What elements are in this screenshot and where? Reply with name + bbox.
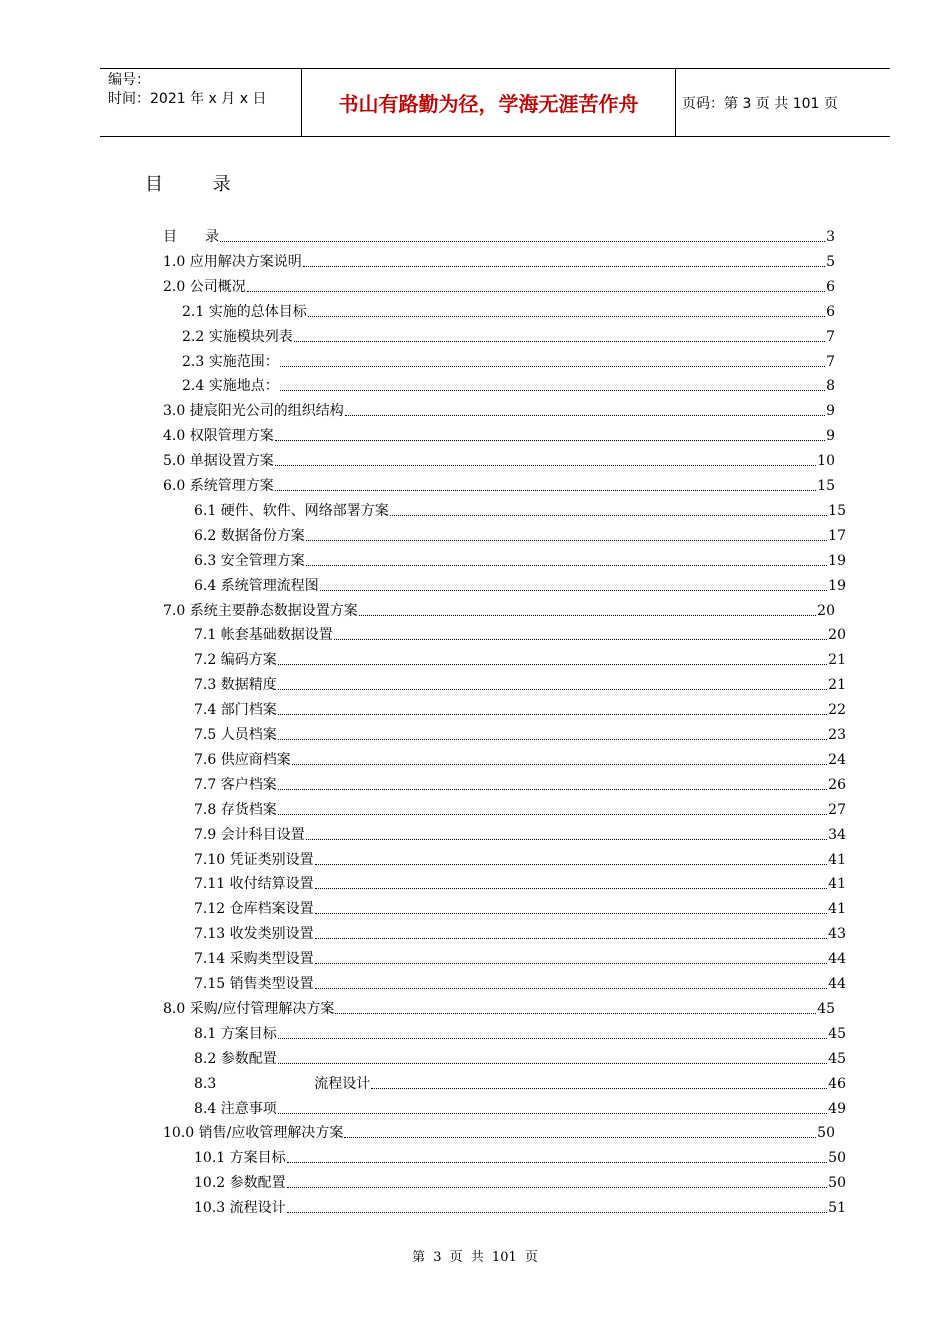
toc-entry-page: 49 (828, 1100, 846, 1117)
toc-entry[interactable] (194, 848, 846, 872)
toc-leader-dots (371, 1088, 827, 1089)
toc-entry-page: 20 (817, 602, 835, 619)
toc-entry-label: 1.0 应用解决方案说明 (163, 253, 302, 270)
toc-entry[interactable] (194, 922, 846, 946)
toc-entry-label: 10.2 参数配置 (194, 1175, 286, 1192)
serial-label: 编号： (108, 72, 150, 88)
toc-entry[interactable] (163, 399, 835, 423)
toc-leader-dots (278, 1063, 827, 1064)
time-label: 时间：2021 年 x 月 x 日 (108, 91, 267, 107)
toc-entry-label: 7.3 数据精度 (194, 677, 277, 694)
toc-entry-page: 50 (828, 1175, 846, 1192)
toc-entry[interactable] (194, 549, 846, 573)
toc-entry-label: 7.10 凭证类别设置 (194, 851, 314, 868)
toc-entry-page: 6 (826, 278, 835, 295)
toc-leader-dots (287, 1212, 828, 1213)
toc-leader-dots (306, 565, 827, 566)
toc-leader-dots (275, 440, 825, 441)
toc-entry-page: 34 (828, 826, 846, 843)
toc-entry-label: 7.0 系统主要静态数据设置方案 (163, 602, 358, 619)
toc-entry[interactable] (163, 474, 835, 498)
toc-entry[interactable] (194, 1047, 846, 1071)
toc-entry-page: 9 (826, 403, 835, 420)
toc-entry-label: 7.8 存货档案 (194, 801, 277, 818)
toc-entry[interactable] (194, 872, 846, 896)
toc-entry[interactable] (194, 798, 846, 822)
toc-leader-dots (275, 490, 816, 491)
toc-entry-label: 7.2 编码方案 (194, 652, 277, 669)
toc-entry-label: 10.3 流程设计 (194, 1200, 286, 1217)
toc-entry-label: 3.0 捷宸阳光公司的组织结构 (163, 403, 344, 420)
toc-entry-label: 2.0 公司概况 (163, 278, 246, 295)
toc-entry-page: 27 (828, 801, 846, 818)
toc-entry-label: 7.13 收发类别设置 (194, 926, 314, 943)
toc-entry-label: 7.6 供应商档案 (194, 751, 291, 768)
toc-entry-page: 15 (828, 502, 846, 519)
toc-leader-dots (390, 515, 827, 516)
toc-entry-label: 8.3 流程设计 (194, 1075, 371, 1092)
toc-entry[interactable] (182, 325, 835, 349)
toc-entry-page: 24 (828, 751, 846, 768)
toc-entry-page: 41 (828, 851, 846, 868)
toc-leader-dots (335, 1013, 816, 1014)
toc-leader-dots (306, 839, 827, 840)
toc-leader-dots (294, 341, 825, 342)
toc-entry-page: 41 (828, 876, 846, 893)
toc-leader-dots (278, 1038, 827, 1039)
toc-entry-page: 7 (826, 353, 835, 370)
toc-leader-dots (344, 1137, 816, 1138)
toc-entry-label: 7.15 销售类型设置 (194, 976, 314, 992)
toc-entry[interactable] (194, 723, 846, 747)
toc-leader-dots (315, 888, 828, 889)
toc-entry[interactable] (163, 449, 835, 473)
toc-leader-dots (278, 714, 827, 715)
toc-leader-dots (247, 291, 825, 292)
toc-entry[interactable] (194, 499, 846, 523)
toc-entry-page: 5 (826, 253, 835, 270)
toc-entry[interactable] (163, 275, 835, 299)
toc-entry-label: 7.5 人员档案 (194, 727, 277, 743)
toc-entry-label: 7.1 帐套基础数据设置 (194, 627, 333, 644)
toc-entry-label: 7.14 采购类型设置 (194, 951, 314, 968)
toc-entry-page: 15 (817, 478, 835, 494)
toc-entry-page: 21 (828, 652, 846, 669)
toc-leader-dots (320, 590, 827, 591)
toc-entry-page: 23 (828, 727, 846, 743)
toc-entry-label: 6.1 硬件、软件、网络部署方案 (194, 502, 389, 519)
toc-entry-page: 7 (826, 328, 835, 345)
toc-entry-page: 20 (828, 627, 846, 644)
toc-entry-label: 5.0 单据设置方案 (163, 453, 274, 470)
toc-leader-dots (315, 963, 828, 964)
toc-entry[interactable] (163, 250, 835, 274)
toc-leader-dots (308, 316, 825, 317)
toc-entry-page: 17 (828, 527, 846, 544)
toc-leader-dots (220, 241, 825, 242)
toc-leader-dots (280, 390, 825, 391)
toc-leader-dots (287, 1187, 828, 1188)
toc-entry-label: 7.11 收付结算设置 (194, 876, 314, 893)
toc-entry-label: 目 录 (163, 229, 219, 245)
toc-entry[interactable] (194, 823, 846, 847)
toc-entry[interactable] (194, 574, 846, 598)
toc-entry[interactable] (194, 1097, 846, 1121)
toc-leader-dots (315, 913, 828, 914)
toc-entry[interactable] (163, 997, 835, 1021)
toc-leader-dots (315, 938, 828, 939)
toc-title: 目 录 (145, 174, 253, 195)
toc-leader-dots (278, 664, 827, 665)
toc-entry[interactable] (194, 1072, 846, 1096)
toc-entry-label: 8.4 注意事项 (194, 1100, 277, 1117)
toc-entry[interactable] (194, 673, 846, 697)
header-motto: 书山有路勤为径，学海无涯苦作舟 (301, 69, 676, 136)
toc-entry-page: 51 (828, 1200, 846, 1217)
toc-entry-page: 6 (826, 303, 835, 320)
toc-entry-label: 6.3 安全管理方案 (194, 552, 305, 569)
header-meta (108, 71, 298, 109)
toc-entry-label: 4.0 权限管理方案 (163, 428, 274, 445)
toc-entry[interactable] (194, 648, 846, 672)
toc-entry-page: 50 (828, 1150, 846, 1167)
toc-entry[interactable] (194, 524, 846, 548)
toc-entry[interactable] (194, 1146, 846, 1170)
toc-entry-page: 21 (828, 677, 846, 694)
toc-entry-label: 7.12 仓库档案设置 (194, 901, 314, 918)
toc-entry-page: 46 (828, 1075, 846, 1092)
page-header (100, 68, 890, 137)
toc-entry-page: 45 (828, 1050, 846, 1067)
toc-leader-dots (287, 1162, 828, 1163)
toc-leader-dots (303, 266, 825, 267)
toc-entry-label: 8.1 方案目标 (194, 1025, 277, 1042)
toc-entry-page: 43 (828, 926, 846, 943)
toc-entry[interactable] (194, 972, 846, 996)
toc-entry-label: 6.4 系统管理流程图 (194, 577, 319, 594)
toc-leader-dots (278, 689, 827, 690)
toc-entry[interactable] (194, 1171, 846, 1195)
toc-entry-label: 6.0 系统管理方案 (163, 478, 274, 494)
toc-leader-dots (278, 814, 827, 815)
header-page-info: 页码：第 3 页 共 101 页 (682, 95, 838, 112)
toc-entry[interactable] (194, 1196, 846, 1220)
toc-entry[interactable] (194, 623, 846, 647)
toc-leader-dots (278, 1113, 827, 1114)
toc-entry-page: 44 (828, 976, 846, 992)
toc-leader-dots (345, 415, 825, 416)
toc-leader-dots (278, 789, 827, 790)
toc-entry[interactable] (194, 773, 846, 797)
toc-entry-page: 8 (826, 378, 835, 395)
toc-entry-label: 2.2 实施模块列表 (182, 328, 293, 345)
toc-leader-dots (315, 864, 828, 865)
toc-entry[interactable] (194, 1022, 846, 1046)
toc-leader-dots (292, 764, 827, 765)
toc-leader-dots (306, 540, 827, 541)
toc-entry-label: 10.1 方案目标 (194, 1150, 286, 1167)
toc-entry[interactable] (194, 897, 846, 921)
toc-leader-dots (359, 615, 816, 616)
toc-entry-label: 8.0 采购/应付管理解决方案 (163, 1000, 335, 1017)
toc-entry-label: 7.7 客户档案 (194, 776, 277, 793)
page-footer: 第 3 页 共 101 页 (412, 1250, 538, 1265)
toc-entry-label: 8.2 参数配置 (194, 1050, 277, 1067)
toc-leader-dots (334, 639, 827, 640)
toc-entry[interactable] (194, 698, 846, 722)
toc-leader-dots (280, 366, 825, 367)
toc-entry-page: 19 (828, 577, 846, 594)
toc-entry-page: 10 (817, 453, 835, 470)
toc-entry-page: 41 (828, 901, 846, 918)
toc-entry-label: 2.1 实施的总体目标 (182, 303, 307, 320)
toc-entry-page: 9 (826, 428, 835, 445)
toc-entry-page: 45 (828, 1025, 846, 1042)
toc-entry[interactable] (182, 374, 835, 398)
toc-leader-dots (275, 465, 816, 466)
toc-entry[interactable] (194, 748, 846, 772)
toc-entry-page: 22 (828, 702, 846, 719)
toc-entry[interactable] (163, 225, 835, 249)
toc-entry-label: 10.0 销售/应收管理解决方案 (163, 1125, 344, 1142)
toc-entry[interactable] (163, 599, 835, 623)
toc-entry-label: 6.2 数据备份方案 (194, 527, 305, 544)
toc-entry[interactable] (182, 300, 835, 324)
toc-entry-page: 3 (826, 229, 835, 245)
toc-entry-label: 2.3 实施范围： (182, 353, 279, 370)
toc-entry-page: 19 (828, 552, 846, 569)
toc-entry-page: 26 (828, 776, 846, 793)
toc-entry-label: 7.9 会计科目设置 (194, 826, 305, 843)
toc-entry-page: 45 (817, 1000, 835, 1017)
toc-leader-dots (278, 739, 827, 740)
toc-entry[interactable] (163, 424, 835, 448)
toc-entry-page: 44 (828, 951, 846, 968)
toc-entry-page: 50 (817, 1125, 835, 1142)
toc-leader-dots (315, 988, 828, 989)
toc-entry-label: 2.4 实施地点： (182, 378, 279, 395)
toc-entry[interactable] (163, 1121, 835, 1145)
toc-entry-label: 7.4 部门档案 (194, 702, 277, 719)
toc-entry[interactable] (182, 350, 835, 374)
toc-entry[interactable] (194, 947, 846, 971)
